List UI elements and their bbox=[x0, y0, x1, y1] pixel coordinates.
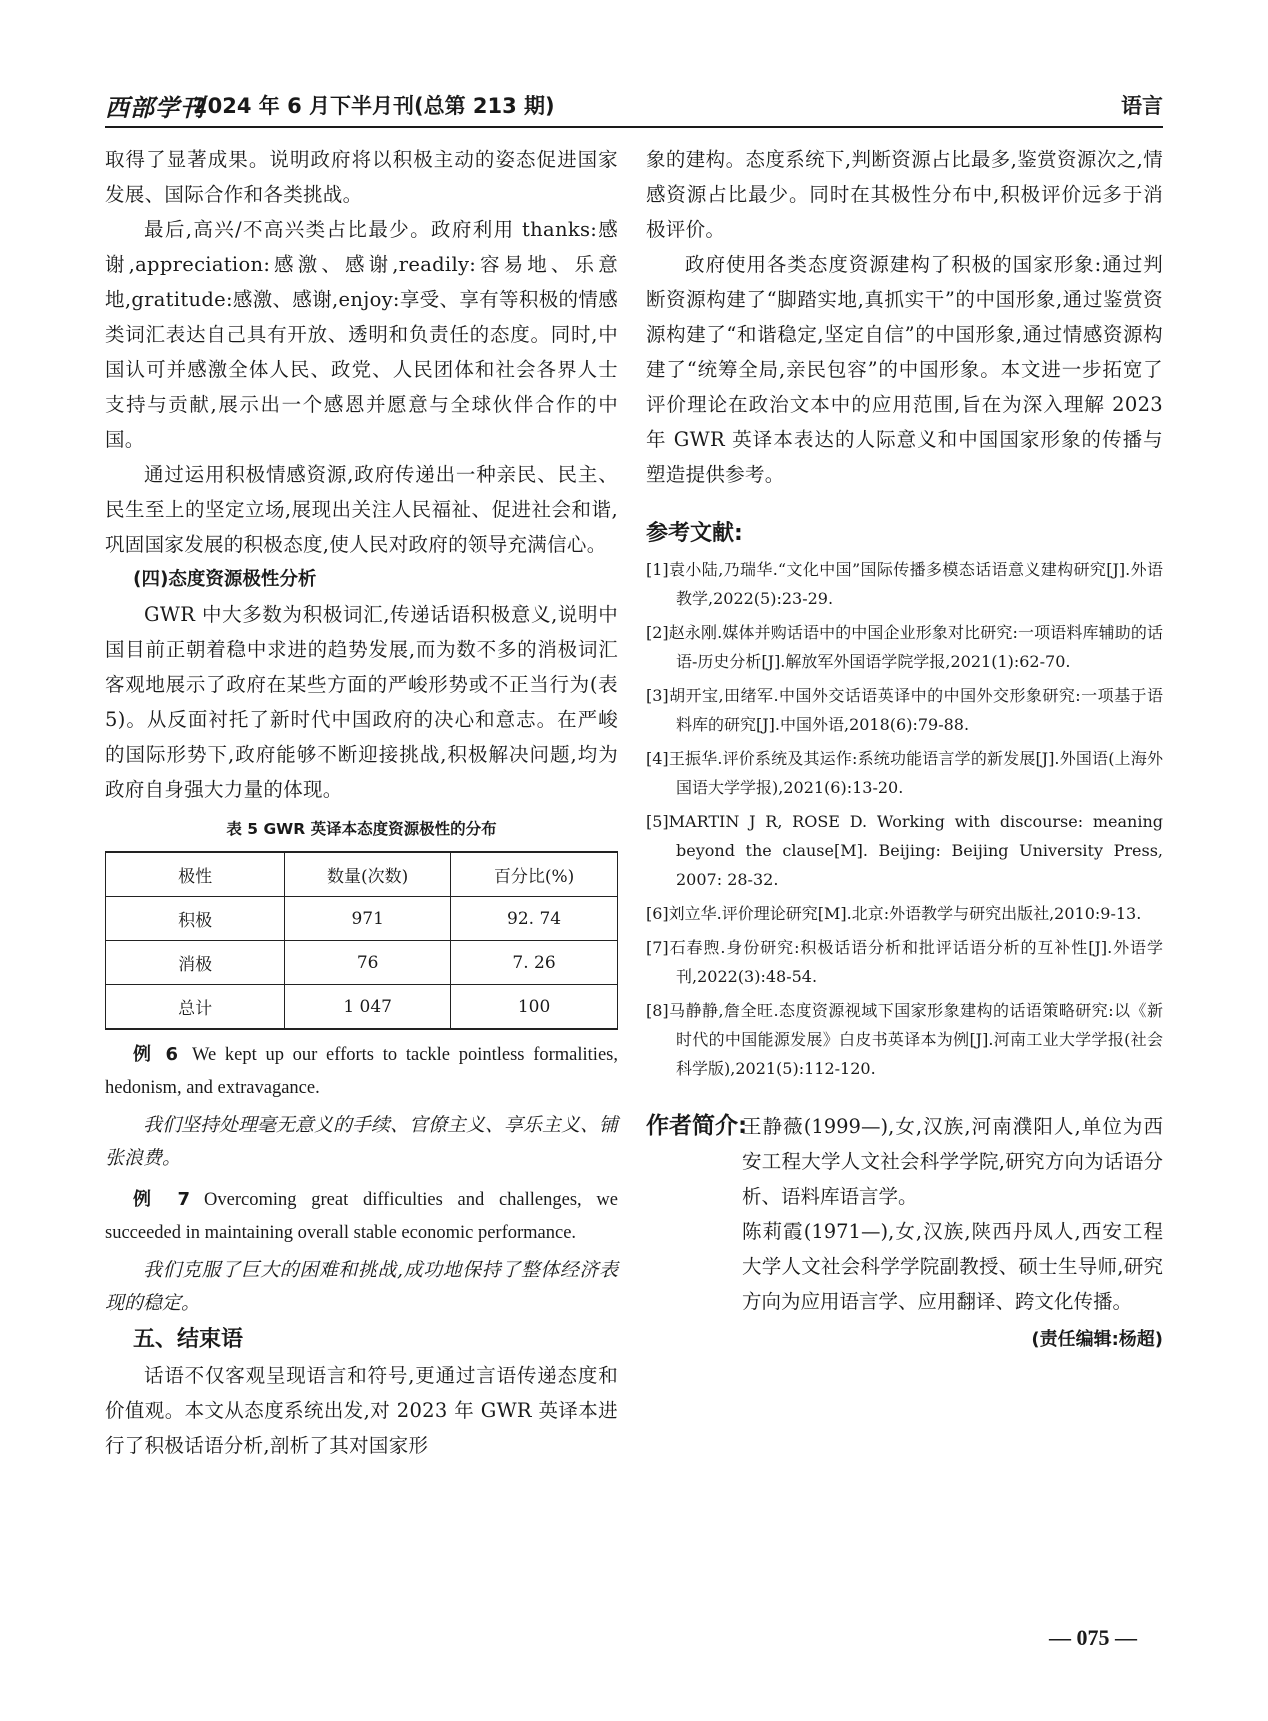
paragraph: 通过运用积极情感资源,政府传递出一种亲民、民主、民生至上的坚定立场,展现出关注人民福祉、促进社会和谐,巩固国家发展的积极态度,使人民对政府的领导充满信心。 bbox=[105, 463, 618, 556]
table-header-row bbox=[106, 852, 618, 897]
right-column bbox=[646, 142, 1163, 1351]
journal-logo: 西部学刊 bbox=[105, 93, 205, 122]
example-7-en bbox=[105, 1183, 618, 1250]
polarity-table bbox=[105, 851, 618, 1030]
table-caption: 表 5 GWR 英译本态度资源极性的分布 bbox=[226, 820, 497, 838]
table-cell: 92. 74 bbox=[451, 897, 618, 941]
example-label: 例 7 bbox=[133, 1189, 191, 1210]
paragraph: 取得了显著成果。说明政府将以积极主动的姿态促进国家发展、国际合作和各类挑战。 bbox=[105, 148, 618, 206]
paragraph: 政府使用各类态度资源建构了积极的国家形象:通过判断资源构建了“脚踏实地,真抓实干”的中国形象,通过鉴赏资源构建了“和谐稳定,坚定自信”的中国形象,通过情感资源构建了“统筹全局,亲民包容”的中国形象。本文进一步拓宽了评价理论在政治文本中的应用范围,旨在为深入理解 2023 年 GWR 英译本表达的人际意义和中国国家形象的传播与塑造提供参考。 bbox=[646, 253, 1163, 486]
subsection-heading: (四)态度资源极性分析 bbox=[133, 569, 317, 590]
issue-info: 2024 年 6 月下半月刊(总第 213 期) bbox=[193, 94, 555, 118]
author-bio-1: 王静薇(1999—),女,汉族,河南濮阳人,单位为西安工程大学人文社会科学学院,研究方向为话语分析、语料库语言学。 bbox=[742, 1115, 1163, 1208]
reference-list bbox=[646, 555, 1163, 1083]
author-bio-label: 作者简介: bbox=[646, 1113, 748, 1139]
paragraph: GWR 中大多数为积极词汇,传递话语积极意义,说明中国目前正朝着稳中求进的趋势发展,而为数不多的消极词汇客观地展示了政府在某些方面的严峻形势或不正当行为(表 5)。从反面衬托了新时代中国政府的决心和意志。在严峻的国际形势下,政府能够不断迎接挑战,积极解决问题,均为政府自身强大力量的体现。 bbox=[105, 603, 618, 801]
table-cell: 消极 bbox=[106, 941, 285, 985]
example-label: 例 6 bbox=[133, 1044, 178, 1065]
paragraph: 象的建构。态度系统下,判断资源占比最多,鉴赏资源次之,情感资源占比最少。同时在其极性分布中,积极评价远多于消极评价。 bbox=[646, 148, 1163, 241]
table-cell: 总计 bbox=[106, 985, 285, 1030]
responsible-editor: (责任编辑:杨超) bbox=[1031, 1329, 1163, 1350]
reference-item: [2]赵永刚.媒体并购话语中的中国企业形象对比研究:一项语料库辅助的话语-历史分析[J].解放军外国语学院学报,2021(1):62-70. bbox=[646, 623, 1163, 671]
example-text: We kept up our efforts to tackle pointless formalities, hedonism, and extravagance. bbox=[105, 1045, 618, 1098]
example-7-zh: 我们克服了巨大的困难和挑战,成功地保持了整体经济表现的稳定。 bbox=[105, 1259, 618, 1314]
reference-item: [8]马静静,詹全旺.态度资源视域下国家形象建构的话语策略研究:以《新时代的中国能源发展》白皮书英译本为例[J].河南工业大学学报(社会科学版),2021(5):112-120. bbox=[646, 1001, 1163, 1078]
example-6-zh: 我们坚持处理毫无意义的手续、官僚主义、享乐主义、铺张浪费。 bbox=[105, 1114, 619, 1169]
table-row bbox=[106, 941, 618, 985]
example-text: Overcoming great difficulties and challenges, we succeeded in maintaining overall stable economic performance. bbox=[105, 1190, 618, 1243]
example-6-en bbox=[105, 1038, 618, 1105]
paragraph: 话语不仅客观呈现语言和符号,更通过言语传递态度和价值观。本文从态度系统出发,对 2023 年 GWR 英译本进行了积极话语分析,剖析了其对国家形 bbox=[105, 1364, 618, 1457]
reference-item: [5]MARTIN J R, ROSE D. Working with discourse: meaning beyond the clause[M]. Beijing: Beijing University Press, 2007: 28-32. bbox=[646, 812, 1163, 889]
table-cell: 7. 26 bbox=[451, 941, 618, 985]
reference-item: [3]胡开宝,田绪军.中国外交话语英译中的中国外交形象研究:一项基于语料库的研究[J].中国外语,2018(6):79-88. bbox=[646, 686, 1163, 734]
table-header-cell: 极性 bbox=[106, 852, 285, 897]
reference-item: [1]袁小陆,乃瑞华.“文化中国”国际传播多模态话语意义建构研究[J].外语教学,2022(5):23-29. bbox=[646, 560, 1163, 608]
author-bio-2: 陈莉霞(1971—),女,汉族,陕西丹凤人,西安工程大学人文社会科学学院副教授、硕士生导师,研究方向为应用语言学、应用翻译、跨文化传播。 bbox=[742, 1220, 1163, 1313]
author-bio bbox=[646, 1109, 1163, 1319]
table-cell: 971 bbox=[285, 897, 451, 941]
table-cell: 积极 bbox=[106, 897, 285, 941]
reference-item: [7]石春煦.身份研究:积极话语分析和批评话语分析的互补性[J].外语学刊,2022(3):48-54. bbox=[646, 938, 1163, 986]
table-cell: 1 047 bbox=[285, 985, 451, 1030]
reference-item: [4]王振华.评价系统及其运作:系统功能语言学的新发展[J].外国语(上海外国语大学学报),2021(6):13-20. bbox=[646, 749, 1163, 797]
table-cell: 100 bbox=[451, 985, 618, 1030]
section-heading: 五、结束语 bbox=[133, 1327, 244, 1352]
table-header-cell: 百分比(%) bbox=[451, 852, 618, 897]
page-header bbox=[105, 88, 1163, 128]
table-header-cell: 数量(次数) bbox=[285, 852, 451, 897]
section-label: 语言 bbox=[1121, 94, 1163, 118]
table-row bbox=[106, 985, 618, 1030]
reference-item: [6]刘立华.评价理论研究[M].北京:外语教学与研究出版社,2010:9-13. bbox=[646, 904, 1142, 923]
page-number: — 075 — bbox=[1049, 1625, 1137, 1650]
paragraph: 最后,高兴/不高兴类占比最少。政府利用 thanks:感谢,appreciation:感激、感谢,readily:容易地、乐意地,gratitude:感激、感谢,enjoy:享受、享有等积极的情感类词汇表达自己具有开放、透明和负责任的态度。同时,中国认可并感激全体人民、政党、人民团体和社会各界人士支持与贡献,展示出一个感恩并愿意与全球伙伴合作的中国。 bbox=[105, 218, 618, 451]
table-cell: 76 bbox=[285, 941, 451, 985]
left-column bbox=[105, 142, 618, 1463]
table-row bbox=[106, 897, 618, 941]
references-heading: 参考文献: bbox=[646, 521, 743, 546]
